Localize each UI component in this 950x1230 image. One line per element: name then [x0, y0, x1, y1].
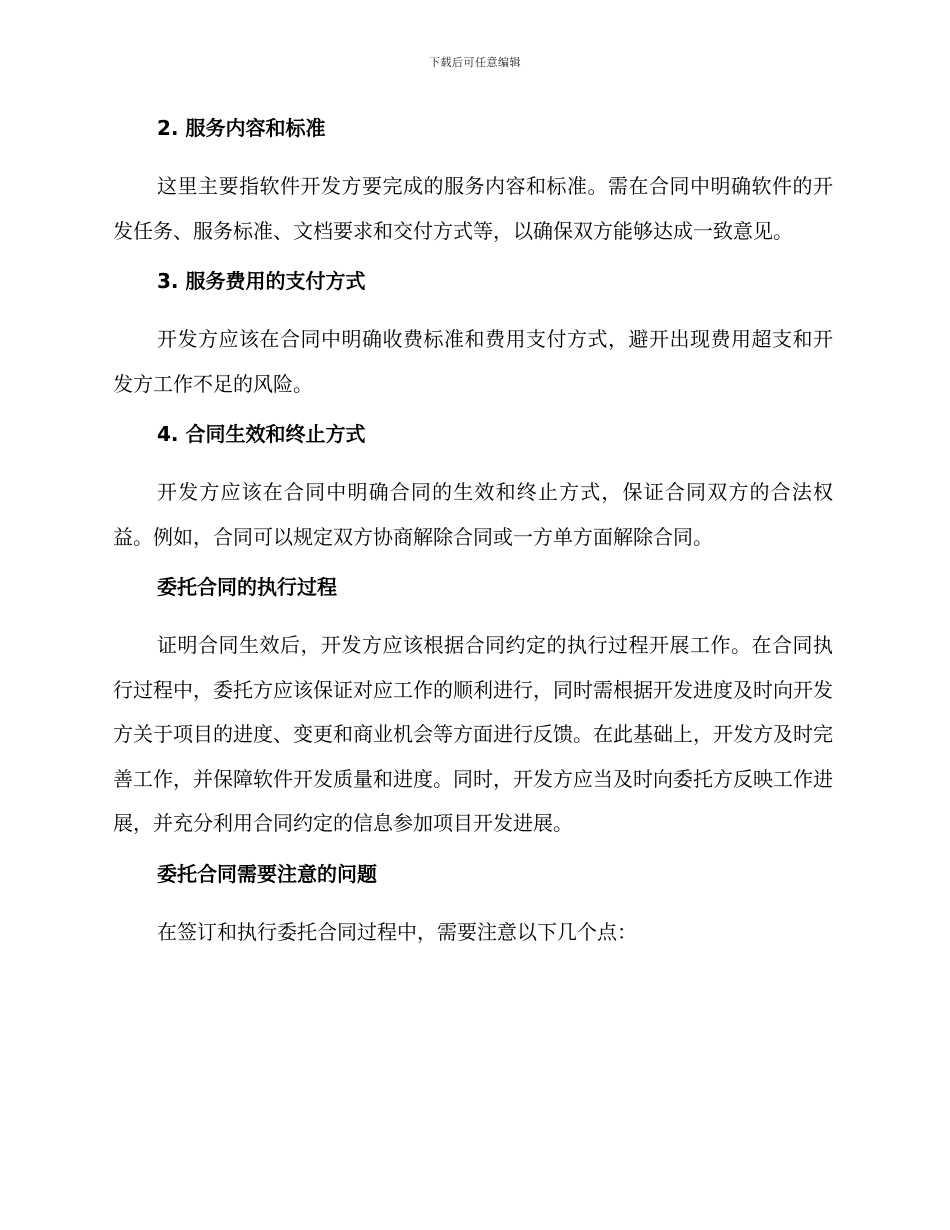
document-body [113, 110, 833, 964]
section-heading-effect-termination: 4. 合同生效和终止方式 [157, 422, 366, 446]
section-paragraph-service-content: 这里主要指软件开发方要完成的服务内容和标准。需在合同中明确软件的开发任务、服务标准、文档要求和交付方式等，以确保双方能够达成一致意见。 [113, 174, 833, 243]
section-heading-attention-issues: 委托合同需要注意的问题 [157, 861, 377, 886]
section-heading-execution-process: 委托合同的执行过程 [157, 575, 337, 599]
section-heading-payment-method: 3. 服务费用的支付方式 [157, 269, 366, 293]
section-paragraph-attention-issues: 在签订和执行委托合同过程中，需要注意以下几个点： [157, 919, 637, 944]
page-header: 下载后可任意编辑 [429, 56, 521, 69]
section-paragraph-execution-process: 证明合同生效后，开发方应该根据合同约定的执行过程开展工作。在合同执行过程中，委托方应该保证对应工作的顺利进行，同时需根据开发进度及时向开发方关于项目的进度、变更和商业机会等方面进行反馈。在此基础上，开发方及时完善工作，并保障软件开发质量和进度。同时，开发方应当及时向委托方反映工作进展，并充分利用合同约定的信息参加项目开发进展。 [113, 633, 833, 835]
section-paragraph-effect-termination: 开发方应该在合同中明确合同的生效和终止方式，保证合同双方的合法权益。例如，合同可以规定双方协商解除合同或一方单方面解除合同。 [113, 480, 833, 549]
section-heading-service-content: 2. 服务内容和标准 [157, 116, 326, 140]
section-paragraph-payment-method: 开发方应该在合同中明确收费标准和费用支付方式，避开出现费用超支和开发方工作不足的风险。 [113, 327, 833, 396]
